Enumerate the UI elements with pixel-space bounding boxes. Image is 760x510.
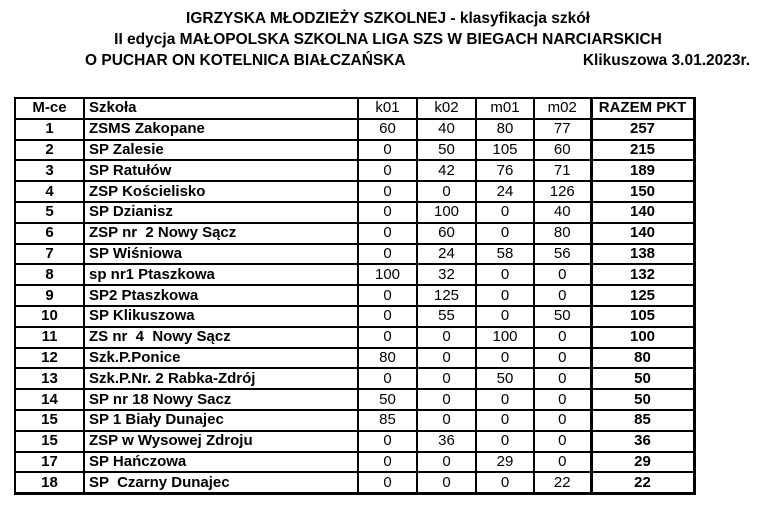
score-k02-cell: 60: [417, 223, 476, 244]
title-line-2: II edycja MAŁOPOLSKA SZKOLNA LIGA SZS W BIEGACH NARCIARSKICH: [114, 31, 662, 48]
table-header-row: [15, 98, 694, 119]
score-m02-cell: 40: [534, 202, 591, 223]
score-k01-cell: 0: [358, 202, 417, 223]
school-cell: SP nr 18 Nowy Sacz: [84, 389, 358, 410]
score-m02-cell: 56: [534, 244, 591, 265]
score-k01-cell: 0: [358, 472, 417, 493]
score-m01-cell: 80: [476, 119, 534, 140]
event-location-date: Klikuszowa 3.01.2023r.: [582, 52, 750, 69]
score-k02-cell: 50: [417, 140, 476, 161]
place-cell: 17: [15, 452, 84, 473]
table-row: [15, 244, 694, 265]
total-cell: 50: [591, 389, 694, 410]
total-cell: 140: [591, 223, 694, 244]
school-cell: SP Ratułów: [84, 160, 358, 181]
total-cell: 138: [591, 244, 694, 265]
score-m02-cell: 77: [534, 119, 591, 140]
school-cell: SP Hańczowa: [84, 452, 358, 473]
score-m01-cell: 0: [476, 389, 534, 410]
table-row: [15, 223, 694, 244]
score-k01-cell: 0: [358, 431, 417, 452]
school-cell: Szk.P.Nr. 2 Rabka-Zdrój: [84, 368, 358, 389]
score-k02-cell: 40: [417, 119, 476, 140]
score-m02-cell: 71: [534, 160, 591, 181]
table-row: [15, 410, 694, 431]
table-row: [15, 327, 694, 348]
table-row: [15, 264, 694, 285]
place-cell: 1: [15, 119, 84, 140]
score-k01-cell: 85: [358, 410, 417, 431]
total-cell: 105: [591, 306, 694, 327]
event-cup-title: O PUCHAR ON KOTELNICA BIAŁCZAŃSKA: [85, 52, 406, 69]
table-row: [15, 431, 694, 452]
score-m01-cell: 0: [476, 202, 534, 223]
title-line-1: IGRZYSKA MŁODZIEŻY SZKOLNEJ - klasyfikacja szkół: [186, 10, 590, 27]
score-k02-cell: 100: [417, 202, 476, 223]
score-m02-cell: 0: [534, 264, 591, 285]
score-m02-cell: 0: [534, 368, 591, 389]
school-cell: SP Dzianisz: [84, 202, 358, 223]
school-cell: ZS nr 4 Nowy Sącz: [84, 327, 358, 348]
score-m01-cell: 0: [476, 410, 534, 431]
results-table-body: [15, 119, 694, 494]
total-cell: 215: [591, 140, 694, 161]
score-m02-cell: 0: [534, 285, 591, 306]
score-k01-cell: 0: [358, 244, 417, 265]
score-m02-cell: 0: [534, 410, 591, 431]
score-m02-cell: 50: [534, 306, 591, 327]
score-k01-cell: 0: [358, 368, 417, 389]
score-k01-cell: 0: [358, 327, 417, 348]
title-line-3: [16, 50, 760, 71]
place-cell: 15: [15, 431, 84, 452]
place-cell: 2: [15, 140, 84, 161]
column-header-m01: m01: [476, 98, 534, 119]
score-k02-cell: 0: [417, 452, 476, 473]
total-cell: 150: [591, 181, 694, 202]
results-table: [14, 97, 696, 495]
score-m02-cell: 0: [534, 348, 591, 369]
score-m02-cell: 22: [534, 472, 591, 493]
place-cell: 11: [15, 327, 84, 348]
table-row: [15, 140, 694, 161]
total-cell: 36: [591, 431, 694, 452]
score-m01-cell: 0: [476, 264, 534, 285]
score-m02-cell: 0: [534, 389, 591, 410]
column-header-k02: k02: [417, 98, 476, 119]
score-k02-cell: 0: [417, 410, 476, 431]
place-cell: 10: [15, 306, 84, 327]
score-k01-cell: 0: [358, 223, 417, 244]
score-k01-cell: 80: [358, 348, 417, 369]
total-cell: 189: [591, 160, 694, 181]
school-cell: SP2 Ptaszkowa: [84, 285, 358, 306]
total-cell: 132: [591, 264, 694, 285]
column-header-place: M-ce: [15, 98, 84, 119]
school-cell: SP Wiśniowa: [84, 244, 358, 265]
total-cell: 257: [591, 119, 694, 140]
table-row: [15, 472, 694, 493]
score-m01-cell: 0: [476, 472, 534, 493]
score-k01-cell: 50: [358, 389, 417, 410]
column-header-k01: k01: [358, 98, 417, 119]
place-cell: 4: [15, 181, 84, 202]
place-cell: 3: [15, 160, 84, 181]
score-m02-cell: 0: [534, 327, 591, 348]
score-m01-cell: 29: [476, 452, 534, 473]
total-cell: 100: [591, 327, 694, 348]
score-k02-cell: 125: [417, 285, 476, 306]
total-cell: 140: [591, 202, 694, 223]
score-k02-cell: 0: [417, 181, 476, 202]
school-cell: SP Zalesie: [84, 140, 358, 161]
table-row: [15, 452, 694, 473]
score-k01-cell: 0: [358, 140, 417, 161]
column-header-m02: m02: [534, 98, 591, 119]
score-k01-cell: 0: [358, 160, 417, 181]
score-m02-cell: 80: [534, 223, 591, 244]
total-cell: 22: [591, 472, 694, 493]
score-m01-cell: 58: [476, 244, 534, 265]
table-row: [15, 348, 694, 369]
score-k02-cell: 32: [417, 264, 476, 285]
table-row: [15, 181, 694, 202]
school-cell: Szk.P.Ponice: [84, 348, 358, 369]
score-m01-cell: 0: [476, 431, 534, 452]
table-row: [15, 119, 694, 140]
total-cell: 125: [591, 285, 694, 306]
score-k02-cell: 0: [417, 389, 476, 410]
place-cell: 7: [15, 244, 84, 265]
table-row: [15, 368, 694, 389]
score-k02-cell: 0: [417, 348, 476, 369]
table-row: [15, 160, 694, 181]
column-header-school: Szkoła: [84, 98, 358, 119]
score-k02-cell: 24: [417, 244, 476, 265]
score-m02-cell: 0: [534, 452, 591, 473]
school-cell: SP Czarny Dunajec: [84, 472, 358, 493]
total-cell: 85: [591, 410, 694, 431]
score-k01-cell: 60: [358, 119, 417, 140]
score-m01-cell: 0: [476, 348, 534, 369]
score-m01-cell: 0: [476, 223, 534, 244]
place-cell: 13: [15, 368, 84, 389]
table-row: [15, 389, 694, 410]
school-cell: ZSMS Zakopane: [84, 119, 358, 140]
score-k01-cell: 0: [358, 306, 417, 327]
score-k02-cell: 0: [417, 472, 476, 493]
score-k01-cell: 0: [358, 181, 417, 202]
table-row: [15, 285, 694, 306]
school-cell: SP 1 Biały Dunajec: [84, 410, 358, 431]
score-m01-cell: 0: [476, 285, 534, 306]
score-m01-cell: 0: [476, 306, 534, 327]
school-cell: ZSP w Wysowej Zdroju: [84, 431, 358, 452]
place-cell: 15: [15, 410, 84, 431]
score-m01-cell: 100: [476, 327, 534, 348]
score-m01-cell: 24: [476, 181, 534, 202]
table-row: [15, 306, 694, 327]
column-header-total: RAZEM PKT: [591, 98, 694, 119]
school-cell: ZSP Kościelisko: [84, 181, 358, 202]
score-k02-cell: 36: [417, 431, 476, 452]
score-k01-cell: 0: [358, 452, 417, 473]
score-k02-cell: 55: [417, 306, 476, 327]
score-m02-cell: 126: [534, 181, 591, 202]
place-cell: 14: [15, 389, 84, 410]
score-m01-cell: 105: [476, 140, 534, 161]
score-k02-cell: 42: [417, 160, 476, 181]
school-cell: ZSP nr 2 Nowy Sącz: [84, 223, 358, 244]
score-k01-cell: 100: [358, 264, 417, 285]
document-header: [16, 0, 760, 71]
school-cell: sp nr1 Ptaszkowa: [84, 264, 358, 285]
score-m02-cell: 0: [534, 431, 591, 452]
score-k02-cell: 0: [417, 368, 476, 389]
table-row: [15, 202, 694, 223]
total-cell: 29: [591, 452, 694, 473]
place-cell: 8: [15, 264, 84, 285]
place-cell: 6: [15, 223, 84, 244]
place-cell: 12: [15, 348, 84, 369]
total-cell: 50: [591, 368, 694, 389]
place-cell: 5: [15, 202, 84, 223]
place-cell: 9: [15, 285, 84, 306]
score-m01-cell: 76: [476, 160, 534, 181]
place-cell: 18: [15, 472, 84, 493]
score-k02-cell: 0: [417, 327, 476, 348]
score-k01-cell: 0: [358, 285, 417, 306]
total-cell: 80: [591, 348, 694, 369]
score-m02-cell: 60: [534, 140, 591, 161]
school-cell: SP Klikuszowa: [84, 306, 358, 327]
score-m01-cell: 50: [476, 368, 534, 389]
